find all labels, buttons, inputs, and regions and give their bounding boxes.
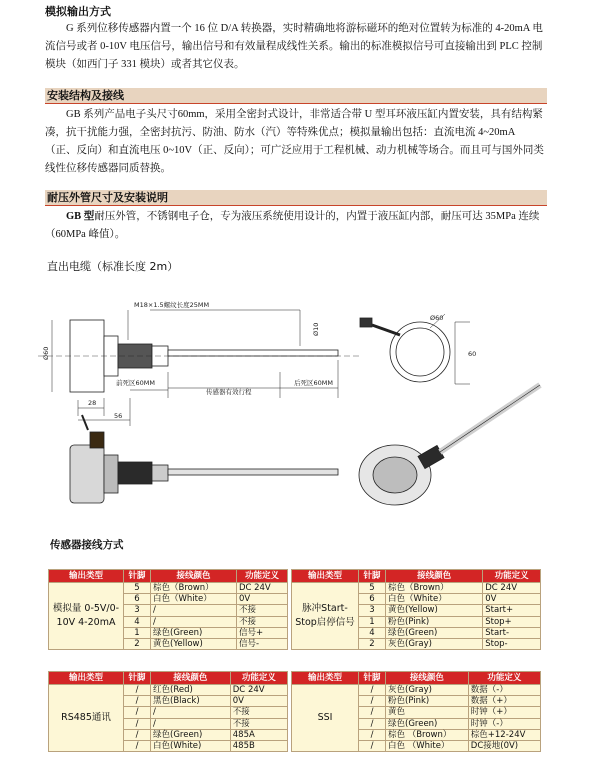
function: 信号+ <box>236 627 287 638</box>
th-func: 功能定义 <box>468 672 540 685</box>
pin: 5 <box>359 583 386 594</box>
table-pulse <box>291 569 541 650</box>
pressure-text: 耐压外管，不锈钢电子仓，专为液压系统使用设计的，内置于液压缸内部，耐压可达 35MPa 连续（60MPa 峰值）。 <box>45 211 540 240</box>
color: 粉色(Pink) <box>386 616 483 627</box>
color: 粉色(Pink) <box>386 696 469 707</box>
pin: 6 <box>359 594 386 605</box>
function: 0V <box>236 594 287 605</box>
rear-dead-zone: 后死区60MM <box>294 379 333 387</box>
pin: / <box>124 696 151 707</box>
pin: 3 <box>124 605 151 616</box>
pin: 6 <box>124 594 151 605</box>
wiring-title: 传感器接线方式 <box>50 539 124 551</box>
color: / <box>151 616 237 627</box>
table-rs485 <box>48 671 288 752</box>
function: 不接 <box>236 605 287 616</box>
pin: 1 <box>359 616 386 627</box>
color: 棕色 （Brown） <box>386 729 469 740</box>
color: 白色（White） <box>151 594 237 605</box>
pin: 1 <box>124 627 151 638</box>
function: 数据（-） <box>468 685 540 696</box>
thread-note: M18×1.5螺纹长度25MM <box>134 301 210 309</box>
function: 棕色+12-24V <box>468 729 540 740</box>
color: 灰色(Gray) <box>386 638 483 649</box>
function: Start- <box>483 627 541 638</box>
color: / <box>151 605 237 616</box>
color: 白色(White) <box>151 740 231 751</box>
pin: 5 <box>124 583 151 594</box>
type-analog: 模拟量 0-5V/0-10V 4-20mA <box>49 583 124 650</box>
function: Stop- <box>483 638 541 649</box>
pin: / <box>359 718 386 729</box>
install-paragraph: GB 系列产品电子头尺寸60mm，采用全密封式设计，非常适合带 U 型耳环液压缸内置安装，具有结构紧凑，抗干扰能力强，全密封抗污、防油、防水（汽）等特殊优点；模拟量输出包括：直流电流 4~20mA（正、反向）和直流电压 0~10V（正、反向）；可广泛应用于工程机械、动力机械等场合。而且可与国外同类线性位移传感器同质替换。 <box>45 109 544 174</box>
pin: / <box>124 729 151 740</box>
th-pin: 针脚 <box>359 570 386 583</box>
function: 不接 <box>236 616 287 627</box>
pin: / <box>124 707 151 718</box>
dim-right-diameter: Ø60 <box>430 314 444 322</box>
function: DC接地(0V) <box>468 740 540 751</box>
color: 黄色(Yellow) <box>151 638 237 649</box>
section-title-install: 安装结构及接线 <box>45 88 547 104</box>
pin: / <box>359 729 386 740</box>
pin: 4 <box>359 627 386 638</box>
dim-56: 56 <box>114 412 123 420</box>
effective-stroke: 传感器有效行程 <box>206 388 252 396</box>
color: 黄色 <box>386 707 469 718</box>
function: 485A <box>230 729 287 740</box>
function: DC 24V <box>236 583 287 594</box>
dim-28: 28 <box>88 399 97 407</box>
sensor-drawing <box>0 280 593 530</box>
section-title-analog: 模拟输出方式 <box>45 5 111 18</box>
color: 绿色(Green) <box>151 729 231 740</box>
color: 棕色（Brown） <box>386 583 483 594</box>
pin: / <box>359 696 386 707</box>
type-pulse: 脉冲Start-Stop启停信号 <box>292 583 359 650</box>
pressure-model: GB 型 <box>66 211 95 222</box>
function: DC 24V <box>230 685 287 696</box>
th-type: 输出类型 <box>49 672 124 685</box>
th-func: 功能定义 <box>236 570 287 583</box>
function: 不接 <box>230 718 287 729</box>
cable-label: 直出电缆（标准长度 2m） <box>47 260 179 273</box>
color: / <box>151 718 231 729</box>
th-color: 接线颜色 <box>386 570 483 583</box>
pin: / <box>124 740 151 751</box>
pin: 2 <box>359 638 386 649</box>
dim-left-diameter: Ø60 <box>42 346 50 360</box>
color: 白色 （White） <box>386 740 469 751</box>
function: Stop+ <box>483 616 541 627</box>
th-func: 功能定义 <box>483 570 541 583</box>
pin: / <box>124 685 151 696</box>
dim-rod-diameter: Ø10 <box>312 322 320 336</box>
front-dead-zone: 前死区60MM <box>116 379 155 387</box>
function: 0V <box>230 696 287 707</box>
color: 灰色(Gray) <box>386 685 469 696</box>
function: 0V <box>483 594 541 605</box>
function: 485B <box>230 740 287 751</box>
type-rs485: RS485通讯 <box>49 685 124 752</box>
function: DC 24V <box>483 583 541 594</box>
function: 数据（+） <box>468 696 540 707</box>
table-analog <box>48 569 288 650</box>
pin: 4 <box>124 616 151 627</box>
th-color: 接线颜色 <box>151 570 237 583</box>
table-ssi <box>291 671 541 752</box>
section-title-pressure: 耐压外管尺寸及安装说明 <box>45 190 547 206</box>
pin: / <box>124 718 151 729</box>
th-type: 输出类型 <box>292 672 359 685</box>
pin: 3 <box>359 605 386 616</box>
pin: / <box>359 685 386 696</box>
color: 绿色(Green) <box>386 627 483 638</box>
color: 红色(Red) <box>151 685 231 696</box>
th-color: 接线颜色 <box>151 672 231 685</box>
color: 黑色(Black) <box>151 696 231 707</box>
color: 绿色(Green) <box>151 627 237 638</box>
pin: 2 <box>124 638 151 649</box>
th-pin: 针脚 <box>124 570 151 583</box>
pressure-paragraph <box>45 208 545 244</box>
function: 时钟（-） <box>468 718 540 729</box>
th-type: 输出类型 <box>49 570 124 583</box>
th-func: 功能定义 <box>230 672 287 685</box>
pin: / <box>359 707 386 718</box>
function: 信号- <box>236 638 287 649</box>
analog-output-paragraph: G 系列位移传感器内置一个 16 位 D/A 转换器，实时精确地将游标磁环的绝对位置转为标准的 4-20mA 电流信号或者 0-10V 电压信号，输出信号和有效量程成线性关系。输出的标准模拟信号可直接输出到 PLC 控制模块（如西门子 331 模块）或者其它仪表。 <box>45 23 543 70</box>
function: 不接 <box>230 707 287 718</box>
th-pin: 针脚 <box>124 672 151 685</box>
th-color: 接线颜色 <box>386 672 469 685</box>
function: Start+ <box>483 605 541 616</box>
color: 黄色(Yellow) <box>386 605 483 616</box>
function: 时钟（+） <box>468 707 540 718</box>
color: 棕色（Brown） <box>151 583 237 594</box>
color: / <box>151 707 231 718</box>
th-type: 输出类型 <box>292 570 359 583</box>
type-ssi: SSI <box>292 685 359 752</box>
pin: / <box>359 740 386 751</box>
color: 白色（White） <box>386 594 483 605</box>
dim-right-side: 60 <box>468 350 477 358</box>
th-pin: 针脚 <box>359 672 386 685</box>
color: 绿色(Green) <box>386 718 469 729</box>
